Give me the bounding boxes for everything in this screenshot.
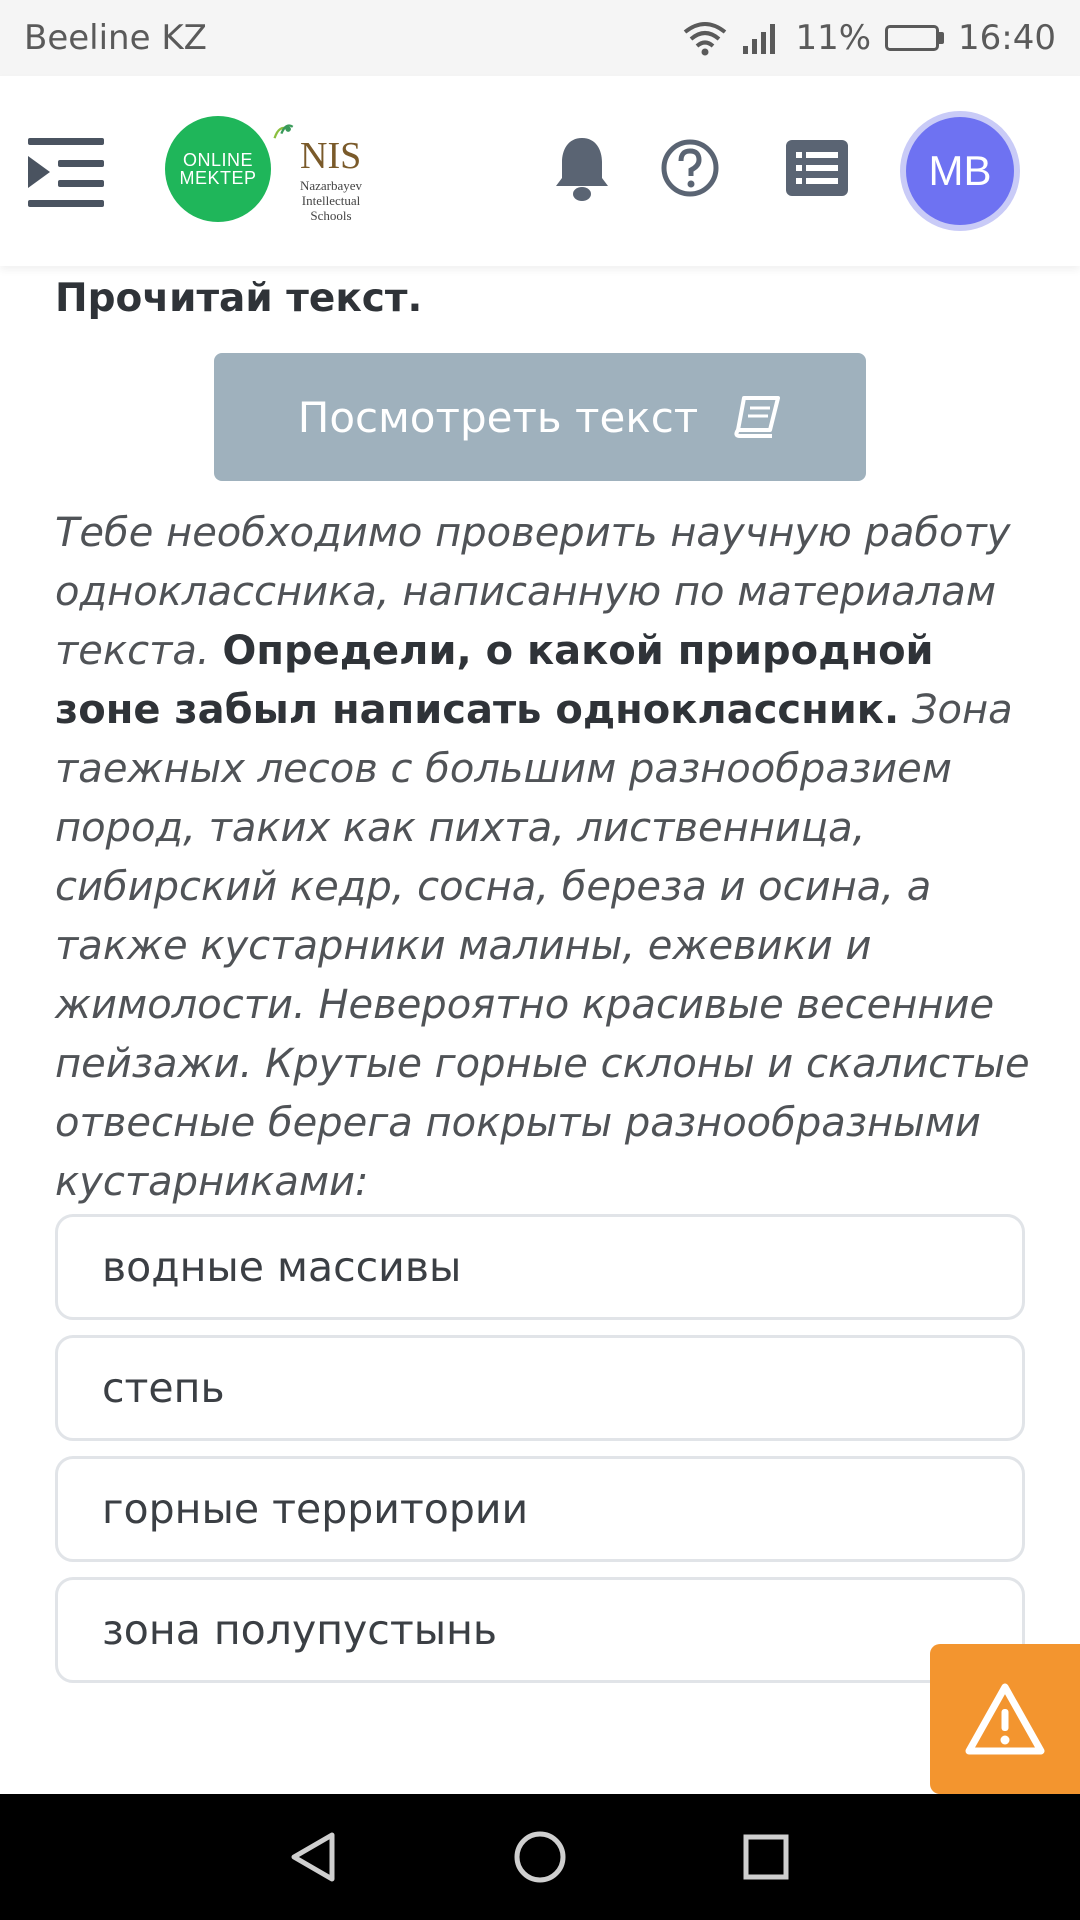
- answer-option[interactable]: [55, 1577, 1025, 1683]
- task-passage: Зона таежных лесов с большим разнообразием пород, таких как пихта, лиственница, сибирский кедр, сосна, береза и осина, а также кустарники малины, ежевики и жимолости. Невероятно красивые весенние пейзажи. Крутые горные склоны и скалистые отвесные берега покрыты разнообразными кустарниками:: [55, 687, 1030, 1205]
- bell-icon[interactable]: [552, 134, 612, 204]
- task-intro: Тебе необходимо проверить научную работу одноклассника, написанную по материалам текста.: [55, 510, 1011, 674]
- answer-option-label: зона полупустынь: [102, 1606, 498, 1654]
- wifi-icon: [683, 20, 727, 56]
- status-bar: [0, 0, 1080, 76]
- status-indicators: [683, 18, 1056, 58]
- answer-option-label: горные территории: [102, 1485, 529, 1533]
- system-nav-bar: [0, 1794, 1080, 1920]
- task-description: [55, 504, 1035, 1212]
- nis-logo-text: NIS: [300, 135, 362, 177]
- view-text-label: Посмотреть текст: [297, 392, 699, 442]
- online-mektep-logo[interactable]: [165, 116, 271, 222]
- report-problem-button[interactable]: [930, 1644, 1080, 1794]
- menu-toggle-icon[interactable]: [28, 134, 106, 210]
- battery-icon: [885, 25, 944, 51]
- recents-icon[interactable]: [738, 1829, 794, 1885]
- battery-percent: 11%: [795, 18, 872, 58]
- answer-option[interactable]: [55, 1335, 1025, 1441]
- logo-line-1: ONLINE: [182, 150, 254, 170]
- back-icon[interactable]: [286, 1829, 342, 1885]
- carrier-name: Beeline KZ: [24, 18, 207, 58]
- book-icon: [732, 394, 782, 440]
- signal-icon: [741, 20, 781, 56]
- list-icon[interactable]: [786, 140, 848, 196]
- app-header: [0, 76, 1080, 266]
- answer-option-label: водные массивы: [102, 1243, 462, 1291]
- answer-option[interactable]: [55, 1456, 1025, 1562]
- nis-subtitle: Nazarbayev Intellectual Schools: [299, 178, 363, 223]
- avatar-initials: MB: [928, 147, 992, 194]
- page-title: Прочитай текст.: [55, 276, 423, 321]
- home-icon[interactable]: [512, 1829, 568, 1885]
- avatar[interactable]: [900, 111, 1020, 231]
- answer-option-label: степь: [102, 1364, 225, 1412]
- help-icon[interactable]: [660, 138, 720, 198]
- view-text-button[interactable]: [214, 353, 866, 481]
- logo-line-2: MEKTEP: [179, 168, 257, 188]
- task-instruction: Определи, о какой природной зоне забыл написать одноклассник.: [55, 628, 934, 733]
- answer-option[interactable]: [55, 1214, 1025, 1320]
- clock: 16:40: [958, 18, 1056, 58]
- warning-icon: [963, 1681, 1047, 1757]
